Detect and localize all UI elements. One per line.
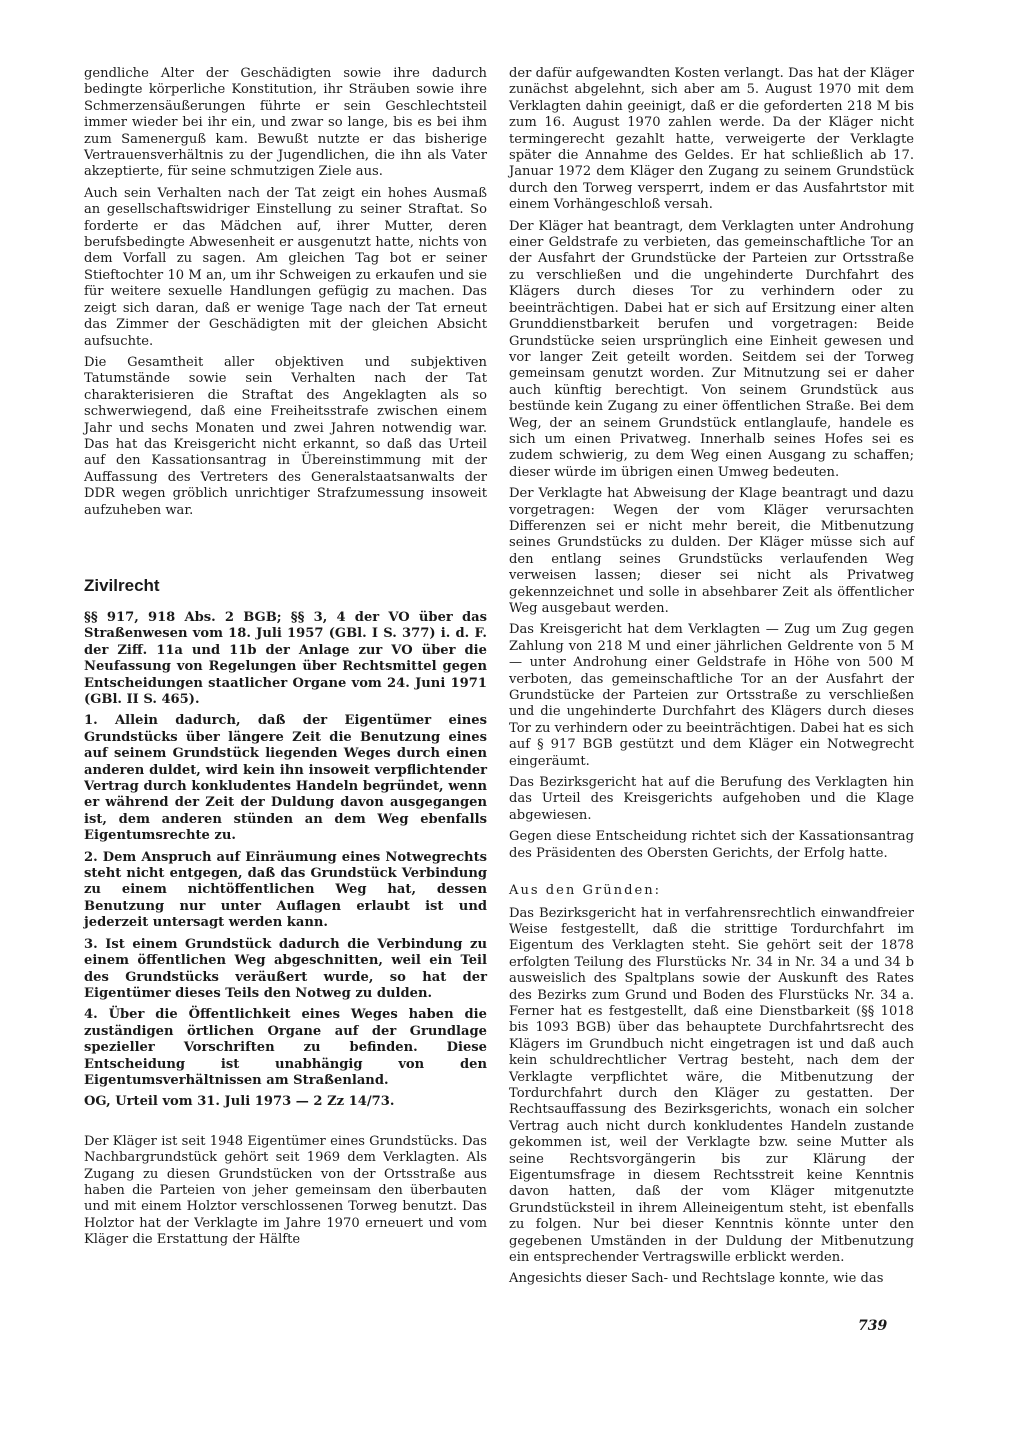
right-column (509, 66, 914, 1293)
headnote-2: 2. Dem Anspruch auf Einräumung eines Notwegrechts steht nicht entgegen, daß das Grundstück Verbindung zu einem nichtöffentlichen Weg hat, dessen Benutzung nur unter Auflagen erlaubt ist und jederzeit untersagt werden kann. (84, 849, 487, 931)
page-number: 739 (858, 1318, 888, 1334)
headnote-1: 1. Allein dadurch, daß der Eigentümer eines Grundstücks über längere Zeit die Benutzung eines auf seinem Grundstück liegenden Weges durch einen anderen duldet, wird kein ihn insoweit verpflichtender Vertrag durch konkludentes Handeln begründet, wenn er während der Zeit der Duldung davon ausgegangen ist, dem anderen stünden an dem Weg ebenfalls Eigentumsrechte zu. (84, 713, 487, 844)
paragraph: Auch sein Verhalten nach der Tat zeigt ein hohes Ausmaß an gesellschaftswidriger Einstellung zu seiner Straftat. So forderte er das Mädchen auf, ihrer Mutter, deren berufsbedingte Abwesenheit er ausgenutzt hatte, nichts von dem Vorfall zu sagen. Am gleichen Tag bot er seiner Stieftochter 10 M an, um ihr Schweigen zu erkaufen und sie für weitere sexuelle Handlungen gefügig zu machen. Das zeigt sich daran, daß er wenige Tage nach der Tat erneut das Zimmer der Geschädigten mit der gleichen Absicht aufsuchte. (84, 185, 487, 349)
paragraph: Der Kläger hat beantragt, dem Verklagten unter Androhung einer Geldstrafe zu verbieten, das gemeinschaftliche Tor an der Ausfahrt der Grundstücke der Parteien zur Ortsstraße zu verschließen und die ungehinderte Durchfahrt des Klägers durch dieses Tor zu verhindern oder zu beeinträchtigen. Dabei hat er sich auf Ersitzung einer alten Grunddienstbarkeit berufen und vorgetragen: Beide Grundstücke seien ursprünglich eine Einheit gewesen und vor langer Zeit geteilt worden. Seitdem sei der Torweg gemeinsam genutzt worden. Zur Mitnutzung sei er daher auch künftig berechtigt. Von seinem Grundstück aus bestünde kein Zugang zu einer öffentlichen Straße. Bei dem Weg, der an seinem Grundstück entlanglaufe, handele es sich um einen Privatweg. Innerhalb seines Hofes sei es zudem schwierig, zu dem Weg einen Ausgang zu schaffen; dieser würde im übrigen einen Umweg bedeuten. (509, 218, 914, 480)
case-citation: OG, Urteil vom 31. Juli 1973 — 2 Zz 14/73. (84, 1094, 395, 1110)
paragraph: Das Bezirksgericht hat in verfahrensrechtlich einwandfreier Weise festgestellt, daß die strittige Tordurchfahrt im Eigentum des Verklagten steht. Sie gehört seit der 1878 erfolgten Teilung des Flurstücks Nr. 34 in Nr. 34 a und 34 b ausweislich des Spaltplans sowie der Auskunft des Rates des Bezirks zum Grund und Boden des Flurstücks Nr. 34 a. Ferner hat es festgestellt, daß eine Dienstbarkeit (§§ 1018 bis 1093 BGB) über das behauptete Durchfahrtsrecht des Klägers im Grundbuch nicht eingetragen ist und daß auch kein schuldrechtlicher Vertrag besteht, nach dem der Verklagte verpflichtet wäre, die Mitbenutzung der Tordurchfahrt durch den Kläger zu gestatten. Der Rechtsauffassung des Bezirksgerichts, wonach ein solcher Vertrag auch nicht durch konkludentes Handeln zustande gekommen ist, weil der Verklagte bzw. seine Mutter als seine Rechtsvorgängerin bis zur Klärung der Eigentumsfrage in diesem Rechtsstreit keine Kenntnis davon hatten, daß der vom Kläger mitgenutzte Grundstücksteil in ihrem Alleineigentum steht, ist ebenfalls zu folgen. Nur bei dieser Kenntnis könnte unter den gegebenen Umständen in der Duldung der Mitbenutzung ein entsprechender Vertragswille erblickt werden. (509, 905, 914, 1266)
legal-reference: §§ 917, 918 Abs. 2 BGB; §§ 3, 4 der VO über das Straßenwesen vom 18. Juli 1957 (GBl. I S. 377) i. d. F. der Ziff. 11a und 11b der Anlage zur VO über die Neufassung von Regelungen über Rechtsmittel gegen Entscheidungen staatlicher Organe vom 24. Juni 1971 (GBl. II S. 465). (84, 609, 487, 707)
headnote-4: 4. Über die Öffentlichkeit eines Weges haben die zuständigen örtlichen Organe auf der Grundlage spezieller Vorschriften zu befinden. Diese Entscheidung ist unabhängig von den Eigentumsverhältnissen am Straßenland. (84, 1007, 487, 1088)
paragraph: Das Bezirksgericht hat auf die Berufung des Verklagten hin das Urteil des Kreisgerichts aufgehoben und die Klage abgewiesen. (509, 775, 914, 823)
paragraph: Gegen diese Entscheidung richtet sich der Kassationsantrag des Präsidenten des Obersten Gerichts, der Erfolg hatte. (509, 829, 914, 861)
section-heading: Zivilrecht (84, 575, 160, 595)
paragraph: gendliche Alter der Geschädigten sowie ihre dadurch bedingte körperliche Konstitution, ihr Sträuben sowie ihre Schmerzensäußerungen führte er sein Geschlechtsteil immer wieder bei ihr ein, und zwar so lange, bis es bei ihm zum Samenerguß kam. Bewußt nutzte er das bisherige Vertrauensverhältnis zu der Jugendlichen, die ihn als Vater akzeptierte, für seine schmutzigen Ziele aus. (84, 66, 487, 180)
subheading: Aus den Gründen: (509, 883, 662, 899)
paragraph: Der Kläger ist seit 1948 Eigentümer eines Grundstücks. Das Nachbargrundstück gehört seit 1969 dem Verklagten. Als Zugang zu diesen Grundstücken von der Ortsstraße aus haben die Parteien von jeher gemeinsam den überbauten und mit einem Holztor verschlossenen Torweg benutzt. Das Holztor hat der Verklagte im Jahre 1970 erneuert und vom Kläger die Erstattung der Hälfte (84, 1133, 487, 1248)
paragraph: Angesichts dieser Sach- und Rechtslage konnte, wie das (509, 1271, 884, 1287)
paragraph: Die Gesamtheit aller objektiven und subjektiven Tatumstände sowie sein Verhalten nach der Tat charakterisieren die Straftat des Angeklagten als so schwerwiegend, daß eine Freiheitsstrafe zwischen einem Jahr und sechs Monaten und zwei Jahren notwendig war. Das hat das Kreisgericht nicht erkannt, so daß das Urteil auf den Kassationsantrag in Übereinstimmung mit der Auffassung des Vertreters des Generalstaatsanwalts der DDR wegen gröblich unrichtiger Strafzumessung insoweit aufzuheben war. (84, 354, 487, 518)
paragraph: der dafür aufgewandten Kosten verlangt. Das hat der Kläger zunächst abgelehnt, sich aber am 5. August 1970 mit dem Verklagten dahin geeinigt, daß er die geforderten 218 M bis zum 16. August 1970 zahlen werde. Da der Kläger nicht termingerecht gezahlt hatte, verweigerte der Verklagte später die Annahme des Geldes. Er hat schließlich ab 17. Januar 1972 dem Kläger den Zugang zu seinem Grundstück durch den Torweg versperrt, indem er das Ausfahrtstor mit einem Vorhängeschloß versah. (509, 66, 914, 213)
headnote-3: 3. Ist einem Grundstück dadurch die Verbindung zu einem öffentlichen Weg abgeschnitten, weil ein Teil des Grundstücks veräußert wurde, so hat der Eigentümer dieses Teils den Notweg zu dulden. (84, 936, 487, 1001)
left-column (84, 66, 487, 1254)
paragraph: Der Verklagte hat Abweisung der Klage beantragt und dazu vorgetragen: Wegen der vom Kläger verursachten Differenzen sei er nicht mehr bereit, die Mitbenutzung seines Grundstücks zu dulden. Der Kläger müsse sich auf den entlang seines Grundstücks verlaufenden Weg verweisen lassen; dieser sei nicht als Privatweg gekennzeichnet und solle in absehbarer Zeit als öffentlicher Weg ausgebaut werden. (509, 486, 914, 616)
paragraph: Das Kreisgericht hat dem Verklagten — Zug um Zug gegen Zahlung von 218 M und einer jährlichen Geldrente von 5 M — unter Androhung einer Geldstrafe in Höhe von 500 M verboten, das gemeinschaftliche Tor an der Ausfahrt der Grundstücke der Parteien zur Ortsstraße zu verschließen und die ungehinderte Durchfahrt des Klägers durch dieses Tor zu verhindern oder zu beeinträchtigen. Dabei hat es sich auf § 917 BGB gestützt und dem Kläger ein Notwegrecht eingeräumt. (509, 622, 914, 769)
